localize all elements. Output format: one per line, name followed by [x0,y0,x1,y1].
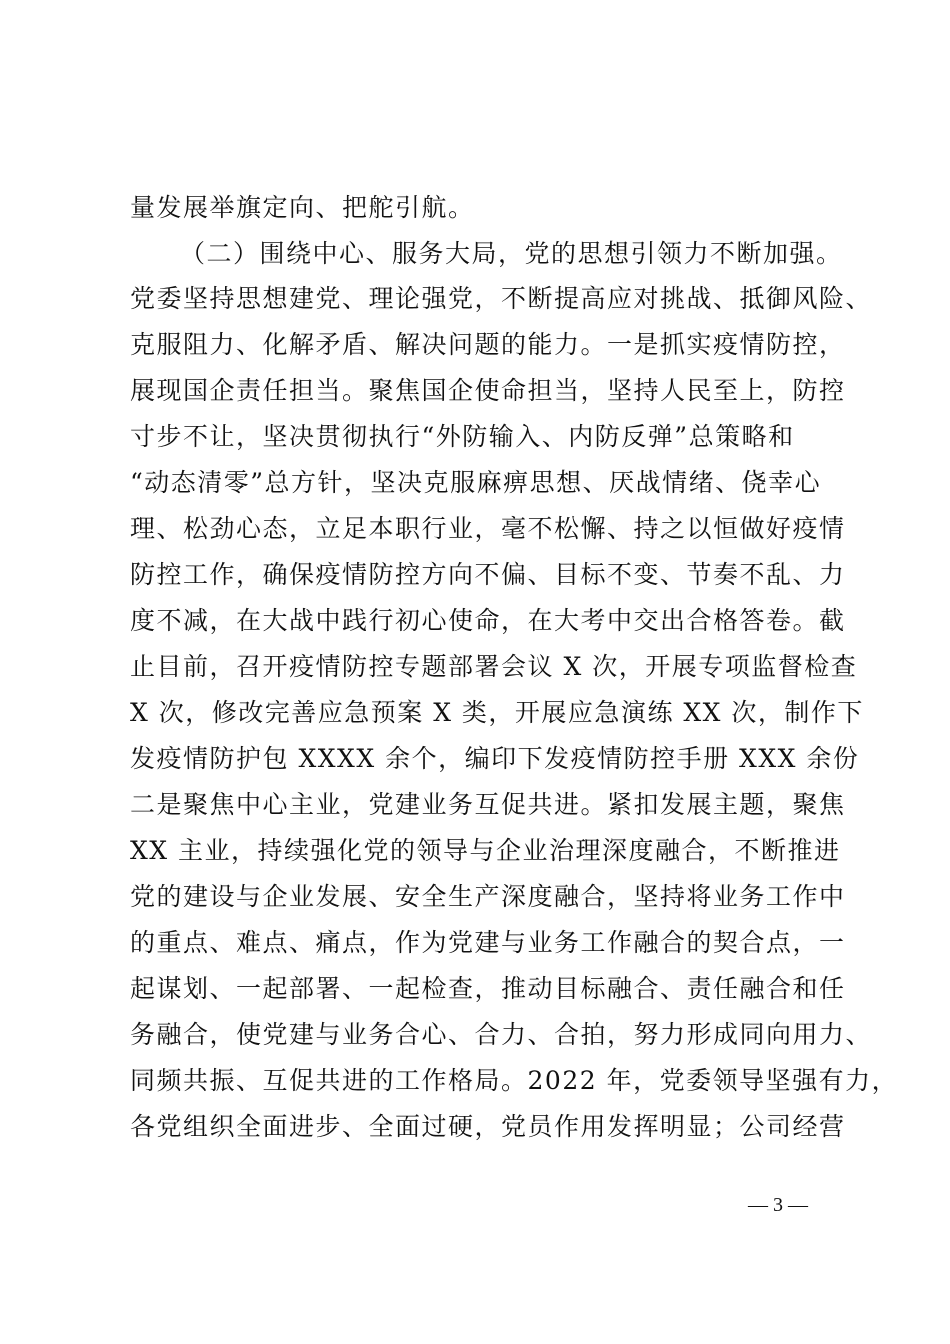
text-line: 党委坚持思想建党、理论强党，不断提高应对挑战、抵御风险、 [130,284,873,313]
text-line: 务融合，使党建与业务合心、合力、合拍，努力形成同向用力、 [130,1020,873,1049]
section-heading: （二）围绕中心、服务大局，党的思想引领力不断加强。 [180,239,843,268]
text-line: 寸步不让，坚决贯彻执行“外防输入、内防反弹”总策略和 [130,422,795,451]
text-line: 度不减，在大战中践行初心使命，在大考中交出合格答卷。截 [130,606,846,635]
text-line: 党的建设与企业发展、安全生产深度融合，坚持将业务工作中 [130,882,846,911]
text-line: “动态清零”总方针，坚决克服麻痹思想、厌战情绪、侥幸心 [130,468,822,497]
text-line: 二是聚焦中心主业，党建业务互促共进。紧扣发展主题，聚焦 [130,790,846,819]
text-line: 的重点、难点、痛点，作为党建与业务工作融合的契合点，一 [130,928,846,957]
text-line: 展现国企责任担当。聚焦国企使命担当，坚持人民至上，防控 [130,376,846,405]
text-line: 同频共振、互促共进的工作格局。2022 年，党委领导坚强有力， [130,1066,899,1095]
text-line: 各党组织全面进步、全面过硬，党员作用发挥明显；公司经营 [130,1112,846,1141]
page-number: — 3 — [748,1194,808,1216]
text-line: 起谋划、一起部署、一起检查，推动目标融合、责任融合和任 [130,974,846,1003]
text-line: 防控工作，确保疫情防控方向不偏、目标不变、节奏不乱、力 [130,560,846,589]
text-line: 量发展举旗定向、把舵引航。 [130,193,475,222]
text-line: X 次，修改完善应急预案 X 类，开展应急演练 XX 次，制作下 [130,698,864,727]
text-line: 止目前，召开疫情防控专题部署会议 X 次，开展专项监督检查 [130,652,858,681]
text-line: 发疫情防护包 XXXX 余个，编印下发疫情防控手册 XXX 余份 [130,744,860,773]
text-line: 理、松劲心态，立足本职行业，毫不松懈、持之以恒做好疫情 [130,514,846,543]
text-line: XX 主业，持续强化党的领导与企业治理深度融合，不断推进 [130,836,841,865]
text-line: 克服阻力、化解矛盾、解决问题的能力。一是抓实疫情防控， [130,330,846,359]
